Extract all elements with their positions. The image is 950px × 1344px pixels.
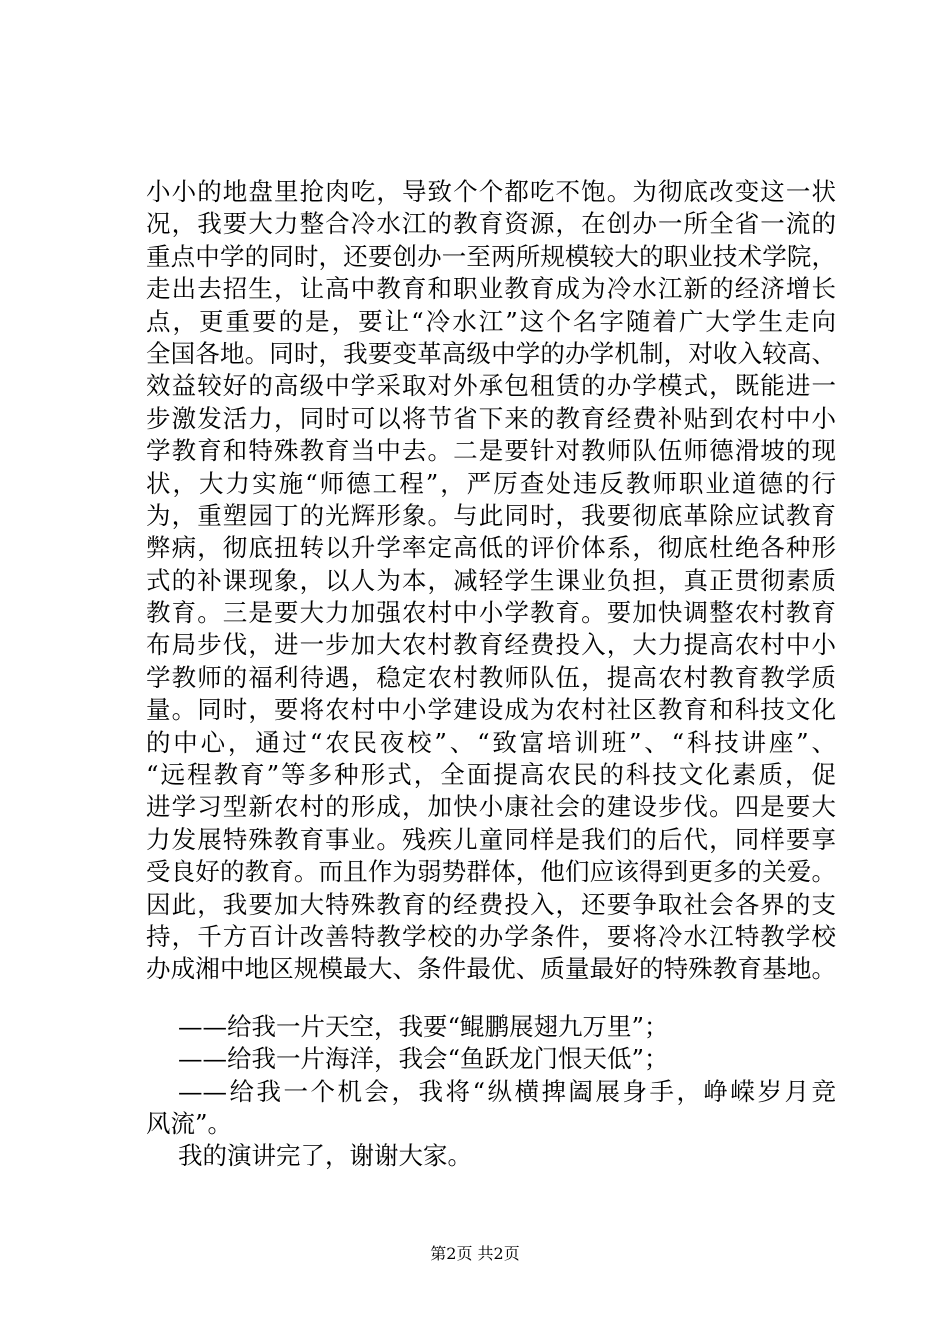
closing-section: [146, 1011, 836, 1173]
closing-line-sky: ——给我一片天空，我要“鲲鹏展翅九万里”；: [178, 1011, 669, 1041]
text-line: 状，大力实施“师德工程”，严厉查处违反教师职业道德的行: [146, 468, 836, 498]
text-line: 小小的地盘里抢肉吃，导致个个都吃不饱。为彻底改变这一状: [146, 177, 836, 206]
text-line: 式的补课现象，以人为本，减轻学生课业负担，真正贯彻素质: [146, 565, 836, 595]
document-body: [146, 176, 836, 1173]
closing-thanks: 我的演讲完了，谢谢大家。: [178, 1141, 472, 1171]
text-line: 步激发活力，同时可以将节省下来的教育经费补贴到农村中小: [146, 403, 836, 433]
text-line: 学教师的福利待遇，稳定农村教师队伍，提高农村教育教学质: [146, 662, 836, 692]
text-line: 办成湘中地区规模最大、条件最优、质量最好的特殊教育基地。: [146, 954, 836, 984]
text-line: 因此，我要加大特殊教育的经费投入，还要争取社会各界的支: [146, 889, 836, 919]
text-line: 受良好的教育。而且作为弱势群体，他们应该得到更多的关爱。: [146, 857, 836, 887]
closing-line-opportunity-end: 风流”。: [146, 1108, 233, 1138]
text-line: 布局步伐，进一步加大农村教育经费投入，大力提高农村中小: [146, 630, 836, 660]
text-line: 的中心，通过“农民夜校”、“致富培训班”、“科技讲座”、: [146, 727, 836, 757]
text-line: 效益较好的高级中学采取对外承包租赁的办学模式，既能进一: [146, 371, 836, 401]
text-line: 力发展特殊教育事业。残疾儿童同样是我们的后代，同样要享: [146, 824, 836, 854]
page-number-footer: 第2页 共2页: [430, 1244, 520, 1263]
text-line: 学教育和特殊教育当中去。二是要针对教师队伍师德滑坡的现: [146, 436, 836, 466]
text-line: 教育。三是要大力加强农村中小学教育。要加快调整农村教育: [146, 598, 836, 628]
text-line: 为，重塑园丁的光辉形象。与此同时，我要彻底革除应试教育: [146, 500, 836, 530]
text-line: 弊病，彻底扭转以升学率定高低的评价体系，彻底杜绝各种形: [146, 533, 836, 563]
text-line: 走出去招生，让高中教育和职业教育成为冷水江新的经济增长: [146, 274, 836, 304]
closing-line-opportunity: ——给我一个机会，我将“纵横捭阖展身手，峥嵘岁月竞: [178, 1076, 836, 1106]
text-line: 量。同时，要将农村中小学建设成为农村社区教育和科技文化: [146, 695, 836, 725]
text-line: “远程教育”等多种形式，全面提高农民的科技文化素质，促: [146, 760, 836, 790]
text-line: 全国各地。同时，我要变革高级中学的办学机制，对收入较高、: [146, 338, 836, 368]
closing-line-ocean: ——给我一片海洋，我会“鱼跃龙门恨天低”；: [178, 1044, 669, 1074]
text-line: 重点中学的同时，还要创办一至两所规模较大的职业技术学院，: [146, 241, 836, 271]
text-line: 持，千方百计改善特教学校的办学条件，要将冷水江特教学校: [146, 921, 836, 951]
text-line: 况，我要大力整合冷水江的教育资源，在创办一所全省一流的: [146, 209, 836, 239]
paragraph-education-reform: [146, 176, 836, 986]
paragraph-spacer: [146, 986, 836, 1011]
text-line: 点，更重要的是，要让“冷水江”这个名字随着广大学生走向: [146, 306, 836, 336]
text-line: 进学习型新农村的形成，加快小康社会的建设步伐。四是要大: [146, 792, 836, 822]
